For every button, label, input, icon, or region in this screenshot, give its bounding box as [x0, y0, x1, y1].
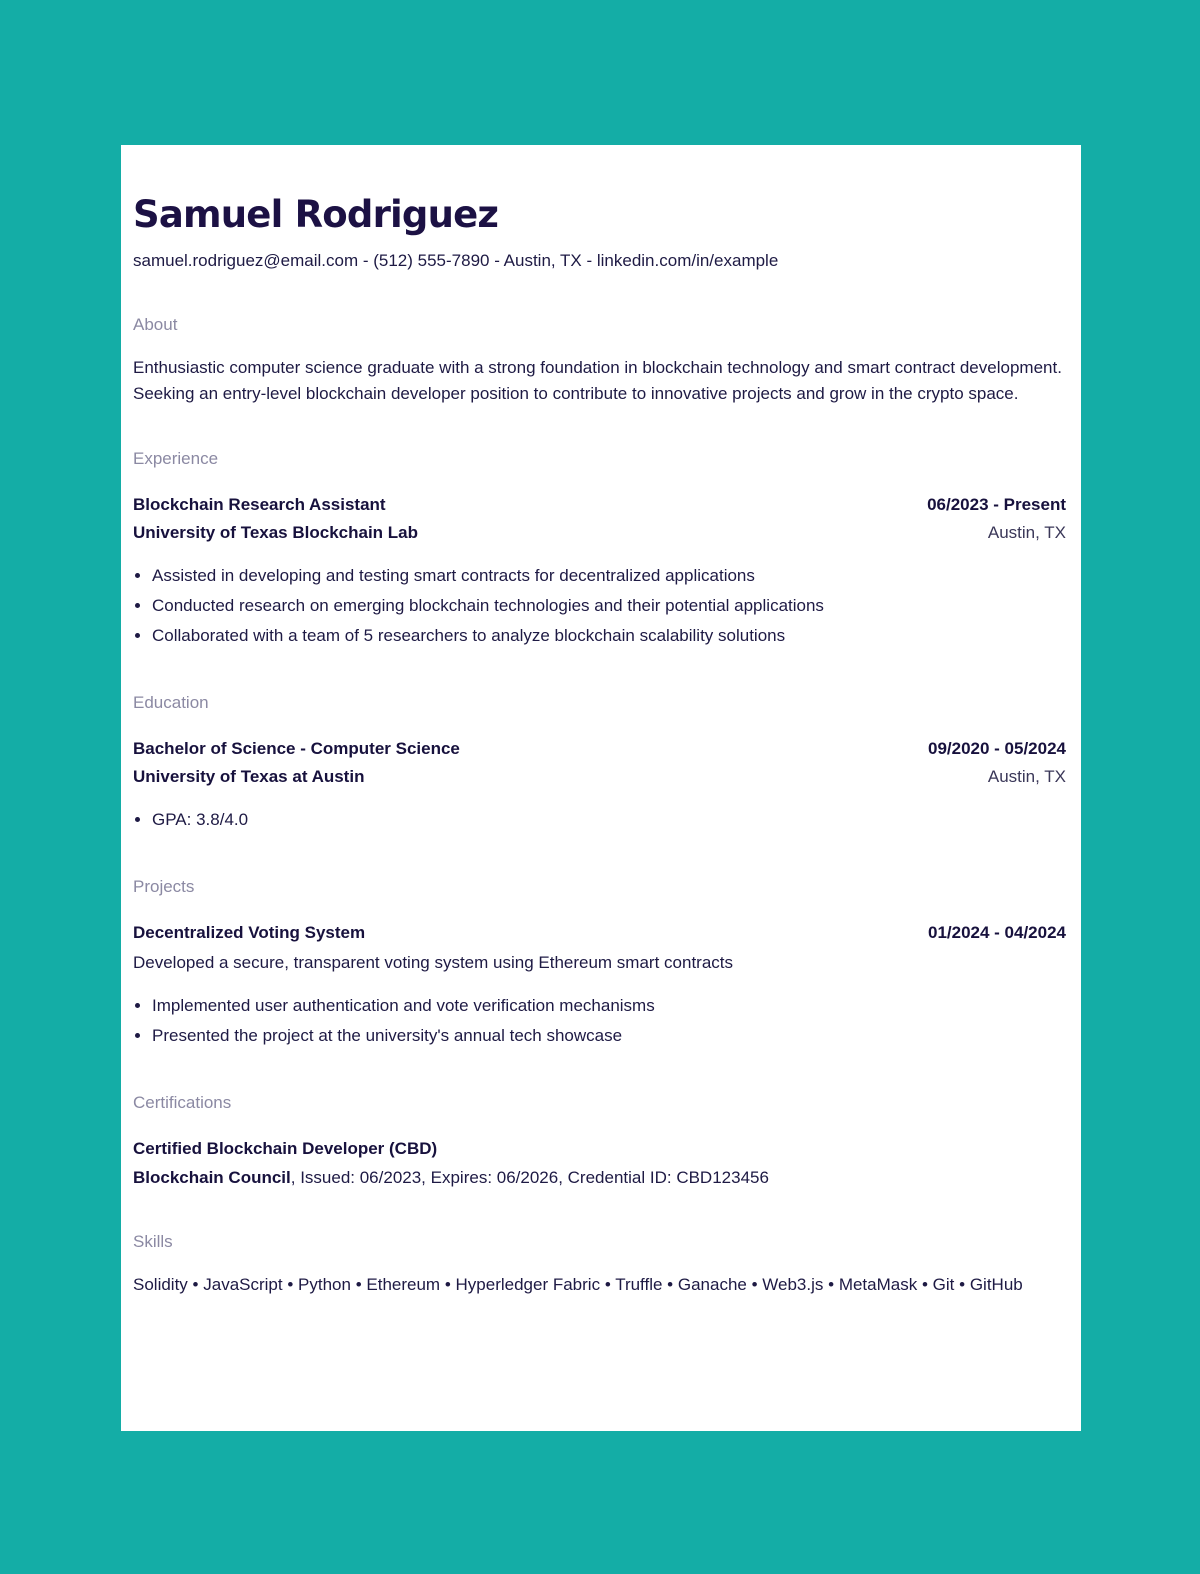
project-bullets [133, 991, 1066, 1051]
skill-item: Solidity [133, 1275, 188, 1294]
list-item: • Implemented user authentication and vote verification mechanisms [152, 991, 1066, 1021]
about-text: Enthusiastic computer science graduate with a strong foundation in blockchain technology and smart contract development. Seeking an entry-level blockchain developer position to contribute to innovative projects and grow in the crypto space. [133, 358, 1062, 403]
skill-separator: • [921, 1275, 928, 1294]
skill-item: Hyperledger Fabric [455, 1275, 601, 1294]
education-bullets [133, 805, 1066, 835]
project-description: Developed a secure, transparent voting system using Ethereum smart contracts [133, 953, 734, 972]
education-degree: Bachelor of Science - Computer Science [133, 739, 460, 758]
skill-separator: • [751, 1275, 758, 1294]
skill-separator: • [828, 1275, 835, 1294]
skill-separator: • [959, 1275, 966, 1294]
education-entry [133, 737, 1066, 835]
education-dates: 09/2020 - 05/2024 [927, 739, 1066, 758]
skill-item: MetaMask [838, 1275, 918, 1294]
skill-separator: • [667, 1275, 674, 1294]
section-title-about: About [133, 315, 178, 334]
list-item: • Conducted research on emerging blockchain technologies and their potential applications [152, 591, 1066, 621]
skill-separator: • [192, 1275, 199, 1294]
certification-name: Certified Blockchain Developer (CBD) [133, 1139, 438, 1158]
skill-separator: • [287, 1275, 294, 1294]
skills-list [133, 1270, 1066, 1300]
skill-separator: • [604, 1275, 611, 1294]
experience-dates: 06/2023 - Present [927, 495, 1066, 514]
certification-details: , Issued: 06/2023, Expires: 06/2026, Credential ID: CBD123456 [290, 1168, 769, 1187]
skill-item: GitHub [969, 1275, 1023, 1294]
section-title-skills: Skills [133, 1232, 173, 1251]
contact-line: samuel.rodriguez@email.com - (512) 555-7890 - Austin, TX - linkedin.com/in/example [133, 251, 779, 270]
list-item: • Collaborated with a team of 5 researchers to analyze blockchain scalability solutions [152, 621, 1066, 651]
resume-page [121, 145, 1081, 1431]
skill-separator: • [355, 1275, 362, 1294]
skill-separator: • [444, 1275, 451, 1294]
experience-org: University of Texas Blockchain Lab [133, 523, 418, 542]
education-school: University of Texas at Austin [133, 767, 365, 786]
section-title-experience: Experience [133, 449, 219, 468]
certification-issuer: Blockchain Council [133, 1168, 291, 1187]
skill-item: Git [932, 1275, 955, 1294]
experience-entry [133, 493, 1066, 651]
section-title-education: Education [133, 693, 209, 712]
experience-bullets [133, 561, 1066, 651]
project-dates: 01/2024 - 04/2024 [927, 923, 1066, 942]
list-item: • GPA: 3.8/4.0 [152, 805, 1066, 835]
candidate-name: Samuel Rodriguez [133, 193, 499, 236]
section-title-certifications: Certifications [133, 1093, 232, 1112]
skill-item: Ethereum [366, 1275, 441, 1294]
skill-item: Truffle [615, 1275, 663, 1294]
section-title-projects: Projects [133, 877, 195, 896]
certification-entry [133, 1137, 1066, 1190]
experience-location: Austin, TX [987, 523, 1066, 542]
list-item: • Presented the project at the university's annual tech showcase [152, 1021, 1066, 1051]
skill-item: Web3.js [762, 1275, 824, 1294]
certification-details-line [133, 1166, 1066, 1190]
skill-item: Ganache [677, 1275, 747, 1294]
experience-role: Blockchain Research Assistant [133, 495, 386, 514]
skill-item: Python [298, 1275, 351, 1294]
project-name: Decentralized Voting System [133, 923, 366, 942]
education-location: Austin, TX [987, 767, 1066, 786]
project-entry [133, 921, 1066, 1051]
skill-item: JavaScript [203, 1275, 283, 1294]
list-item: • Assisted in developing and testing smart contracts for decentralized applications [152, 561, 1066, 591]
